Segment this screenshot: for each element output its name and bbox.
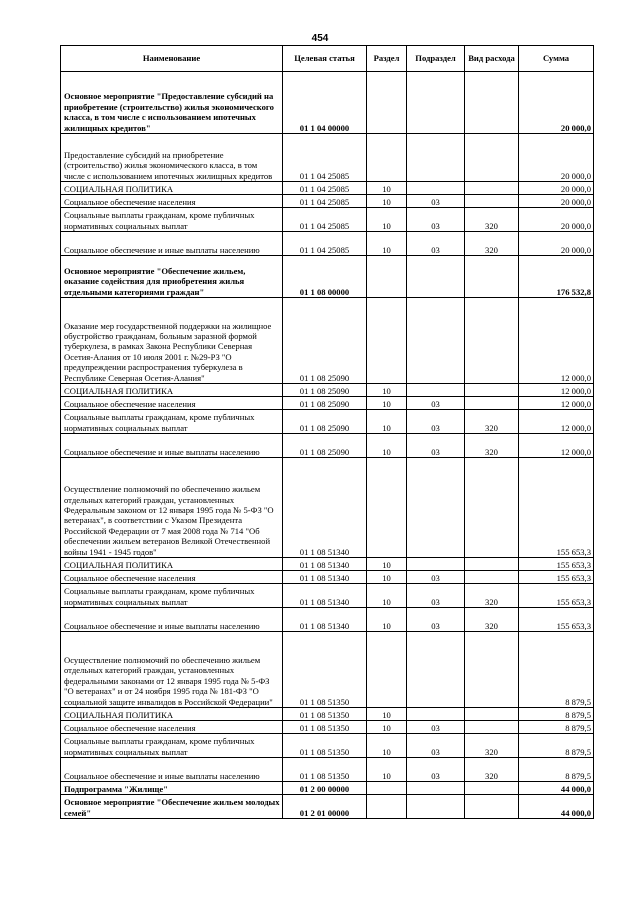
- cell-section: 10: [367, 558, 407, 571]
- cell-sum: 8 879,5: [519, 734, 594, 758]
- header-subsection: Подраздел: [407, 46, 465, 72]
- table-row: [61, 195, 594, 208]
- cell-name: Социальное обеспечение населения: [61, 397, 283, 410]
- table-row: [61, 721, 594, 734]
- cell-section: [367, 782, 407, 795]
- cell-article: 01 1 08 25090: [283, 410, 367, 434]
- table-row: [61, 434, 594, 458]
- cell-expense-type: [465, 571, 519, 584]
- table-row: [61, 182, 594, 195]
- cell-name: Основное мероприятие "Обеспечение жильем молодых семей": [61, 795, 283, 819]
- cell-section: 10: [367, 384, 407, 397]
- cell-subsection: [407, 558, 465, 571]
- cell-expense-type: [465, 397, 519, 410]
- cell-expense-type: [465, 256, 519, 298]
- cell-name: Социальное обеспечение и иные выплаты населению: [61, 434, 283, 458]
- header-name: Наименование: [61, 46, 283, 72]
- cell-section: 10: [367, 195, 407, 208]
- cell-article: 01 1 08 25090: [283, 298, 367, 384]
- cell-subsection: 03: [407, 758, 465, 782]
- cell-article: 01 1 04 25085: [283, 208, 367, 232]
- cell-name: Оказание мер государственной поддержки на жилищное обустройство гражданам, больным заразной формой туберкулеза, в рамках Закона Республики Северная Осетия-Алания от 10 июля 2001 г. №29-РЗ "О предупреждении распространения туберкулеза в Республике Северная Осетия-Алания": [61, 298, 283, 384]
- cell-name: СОЦИАЛЬНАЯ ПОЛИТИКА: [61, 558, 283, 571]
- table-header-row: [61, 46, 594, 72]
- cell-expense-type: [465, 182, 519, 195]
- cell-sum: 155 653,3: [519, 584, 594, 608]
- cell-sum: 12 000,0: [519, 410, 594, 434]
- cell-subsection: [407, 182, 465, 195]
- table-row: [61, 795, 594, 819]
- cell-article: 01 1 04 25085: [283, 182, 367, 195]
- cell-subsection: [407, 256, 465, 298]
- table-row: [61, 758, 594, 782]
- cell-section: 10: [367, 734, 407, 758]
- budget-table: [60, 45, 594, 819]
- table-row: [61, 782, 594, 795]
- cell-section: [367, 632, 407, 708]
- cell-name: Социальные выплаты гражданам, кроме публичных нормативных социальных выплат: [61, 734, 283, 758]
- cell-subsection: 03: [407, 397, 465, 410]
- cell-sum: 12 000,0: [519, 384, 594, 397]
- table-row: [61, 384, 594, 397]
- cell-subsection: [407, 298, 465, 384]
- cell-article: 01 1 08 51340: [283, 571, 367, 584]
- cell-expense-type: [465, 721, 519, 734]
- cell-section: 10: [367, 584, 407, 608]
- cell-sum: 44 000,0: [519, 782, 594, 795]
- cell-subsection: 03: [407, 410, 465, 434]
- cell-sum: 12 000,0: [519, 397, 594, 410]
- cell-name: Социальное обеспечение и иные выплаты населению: [61, 232, 283, 256]
- cell-section: 10: [367, 410, 407, 434]
- cell-section: 10: [367, 182, 407, 195]
- cell-expense-type: 320: [465, 410, 519, 434]
- cell-sum: 20 000,0: [519, 134, 594, 182]
- cell-section: 10: [367, 397, 407, 410]
- table-row: [61, 208, 594, 232]
- cell-section: 10: [367, 571, 407, 584]
- cell-subsection: [407, 384, 465, 397]
- cell-subsection: [407, 782, 465, 795]
- cell-name: Осуществление полномочий по обеспечению жильем отдельных категорий граждан, установленных федеральными законами от 12 января 1995 года № 5-ФЗ "О ветеранах" и от 24 ноября 1995 года № 181-ФЗ "О социальной защите инвалидов в Российской Федерации": [61, 632, 283, 708]
- cell-subsection: [407, 72, 465, 134]
- cell-sum: 12 000,0: [519, 434, 594, 458]
- cell-expense-type: 320: [465, 584, 519, 608]
- table-row: [61, 134, 594, 182]
- table-row: [61, 608, 594, 632]
- cell-expense-type: [465, 384, 519, 397]
- cell-article: 01 2 00 00000: [283, 782, 367, 795]
- cell-subsection: 03: [407, 721, 465, 734]
- cell-article: 01 1 08 25090: [283, 384, 367, 397]
- cell-expense-type: 320: [465, 758, 519, 782]
- cell-section: [367, 298, 407, 384]
- table-row: [61, 584, 594, 608]
- cell-sum: 155 653,3: [519, 458, 594, 558]
- table-row: [61, 558, 594, 571]
- cell-section: 10: [367, 232, 407, 256]
- cell-section: [367, 72, 407, 134]
- cell-sum: 8 879,5: [519, 721, 594, 734]
- cell-name: Социальные выплаты гражданам, кроме публичных нормативных социальных выплат: [61, 410, 283, 434]
- header-article: Целевая статья: [283, 46, 367, 72]
- cell-section: [367, 458, 407, 558]
- cell-article: 01 1 08 51340: [283, 608, 367, 632]
- cell-article: 01 1 04 25085: [283, 134, 367, 182]
- cell-expense-type: [465, 708, 519, 721]
- cell-article: 01 1 08 51350: [283, 758, 367, 782]
- cell-sum: 12 000,0: [519, 298, 594, 384]
- cell-subsection: 03: [407, 734, 465, 758]
- cell-section: [367, 795, 407, 819]
- cell-sum: 20 000,0: [519, 182, 594, 195]
- cell-name: Социальные выплаты гражданам, кроме публичных нормативных социальных выплат: [61, 584, 283, 608]
- cell-name: Осуществление полномочий по обеспечению жильем отдельных категорий граждан, установленных Федеральным законом от 12 января 1995 года № 5-ФЗ "О ветеранах", в соответствии с Указом Президента Российской Федерации от 7 мая 2008 года № 714 "Об обеспечении жильем ветеранов Великой Отечественной войны 1941 - 1945 годов": [61, 458, 283, 558]
- cell-article: 01 1 08 00000: [283, 256, 367, 298]
- cell-expense-type: 320: [465, 208, 519, 232]
- table-row: [61, 298, 594, 384]
- cell-sum: 8 879,5: [519, 632, 594, 708]
- cell-expense-type: [465, 632, 519, 708]
- cell-article: 01 1 04 00000: [283, 72, 367, 134]
- cell-sum: 8 879,5: [519, 758, 594, 782]
- cell-subsection: [407, 795, 465, 819]
- table-row: [61, 571, 594, 584]
- table-row: [61, 397, 594, 410]
- cell-name: СОЦИАЛЬНАЯ ПОЛИТИКА: [61, 182, 283, 195]
- cell-sum: 20 000,0: [519, 232, 594, 256]
- cell-sum: 155 653,3: [519, 558, 594, 571]
- cell-expense-type: [465, 72, 519, 134]
- cell-section: 10: [367, 721, 407, 734]
- cell-article: 01 1 08 51350: [283, 632, 367, 708]
- cell-name: Социальное обеспечение населения: [61, 195, 283, 208]
- cell-article: 01 1 08 51350: [283, 708, 367, 721]
- cell-sum: 176 532,8: [519, 256, 594, 298]
- cell-subsection: 03: [407, 608, 465, 632]
- cell-article: 01 1 08 51340: [283, 584, 367, 608]
- table-row: [61, 72, 594, 134]
- cell-section: 10: [367, 608, 407, 632]
- cell-subsection: 03: [407, 232, 465, 256]
- cell-sum: 20 000,0: [519, 208, 594, 232]
- cell-section: 10: [367, 708, 407, 721]
- cell-name: Социальное обеспечение и иные выплаты населению: [61, 608, 283, 632]
- cell-article: 01 1 04 25085: [283, 195, 367, 208]
- table-row: [61, 734, 594, 758]
- cell-expense-type: [465, 458, 519, 558]
- cell-name: СОЦИАЛЬНАЯ ПОЛИТИКА: [61, 708, 283, 721]
- cell-expense-type: [465, 134, 519, 182]
- cell-section: [367, 134, 407, 182]
- header-sum: Сумма: [519, 46, 594, 72]
- cell-expense-type: 320: [465, 232, 519, 256]
- cell-article: 01 1 08 51350: [283, 734, 367, 758]
- table-row: [61, 256, 594, 298]
- cell-name: Основное мероприятие "Предоставление субсидий на приобретение (строительство) жилья экономического класса, в том числе с использованием ипотечных жилищных кредитов": [61, 72, 283, 134]
- cell-expense-type: 320: [465, 434, 519, 458]
- header-expense-type: Вид расхода: [465, 46, 519, 72]
- cell-name: Социальное обеспечение и иные выплаты населению: [61, 758, 283, 782]
- cell-article: 01 1 04 25085: [283, 232, 367, 256]
- cell-sum: 20 000,0: [519, 195, 594, 208]
- cell-subsection: 03: [407, 208, 465, 232]
- header-section: Раздел: [367, 46, 407, 72]
- page-number: 454: [311, 33, 329, 44]
- cell-expense-type: [465, 195, 519, 208]
- cell-name: СОЦИАЛЬНАЯ ПОЛИТИКА: [61, 384, 283, 397]
- table-row: [61, 632, 594, 708]
- cell-article: 01 1 08 25090: [283, 434, 367, 458]
- cell-subsection: 03: [407, 571, 465, 584]
- cell-expense-type: [465, 782, 519, 795]
- cell-expense-type: 320: [465, 734, 519, 758]
- cell-article: 01 1 08 51340: [283, 558, 367, 571]
- cell-article: 01 1 08 51350: [283, 721, 367, 734]
- cell-sum: 155 653,3: [519, 608, 594, 632]
- cell-name: Социальное обеспечение населения: [61, 721, 283, 734]
- cell-subsection: [407, 134, 465, 182]
- cell-expense-type: [465, 558, 519, 571]
- cell-subsection: 03: [407, 195, 465, 208]
- cell-section: 10: [367, 208, 407, 232]
- cell-sum: 155 653,3: [519, 571, 594, 584]
- cell-section: 10: [367, 758, 407, 782]
- cell-article: 01 1 08 51340: [283, 458, 367, 558]
- table-row: [61, 232, 594, 256]
- cell-section: [367, 256, 407, 298]
- cell-name: Основное мероприятие "Обеспечение жильем, оказание содействия для приобретения жилья отдельными категориями граждан": [61, 256, 283, 298]
- cell-name: Предоставление субсидий на приобретение (строительство) жилья экономического класса, в том числе с использованием ипотечных жилищных кредитов: [61, 134, 283, 182]
- cell-subsection: 03: [407, 584, 465, 608]
- cell-expense-type: [465, 795, 519, 819]
- cell-name: Социальные выплаты гражданам, кроме публичных нормативных социальных выплат: [61, 208, 283, 232]
- cell-name: Социальное обеспечение населения: [61, 571, 283, 584]
- cell-section: 10: [367, 434, 407, 458]
- cell-article: 01 1 08 25090: [283, 397, 367, 410]
- cell-sum: 44 000,0: [519, 795, 594, 819]
- table-row: [61, 458, 594, 558]
- cell-name: Подпрограмма "Жилище": [61, 782, 283, 795]
- table-row: [61, 410, 594, 434]
- cell-subsection: [407, 632, 465, 708]
- cell-sum: 20 000,0: [519, 72, 594, 134]
- cell-expense-type: 320: [465, 608, 519, 632]
- table-row: [61, 708, 594, 721]
- cell-subsection: [407, 458, 465, 558]
- cell-sum: 8 879,5: [519, 708, 594, 721]
- table-body: [61, 72, 594, 819]
- cell-subsection: [407, 708, 465, 721]
- cell-subsection: 03: [407, 434, 465, 458]
- cell-expense-type: [465, 298, 519, 384]
- cell-article: 01 2 01 00000: [283, 795, 367, 819]
